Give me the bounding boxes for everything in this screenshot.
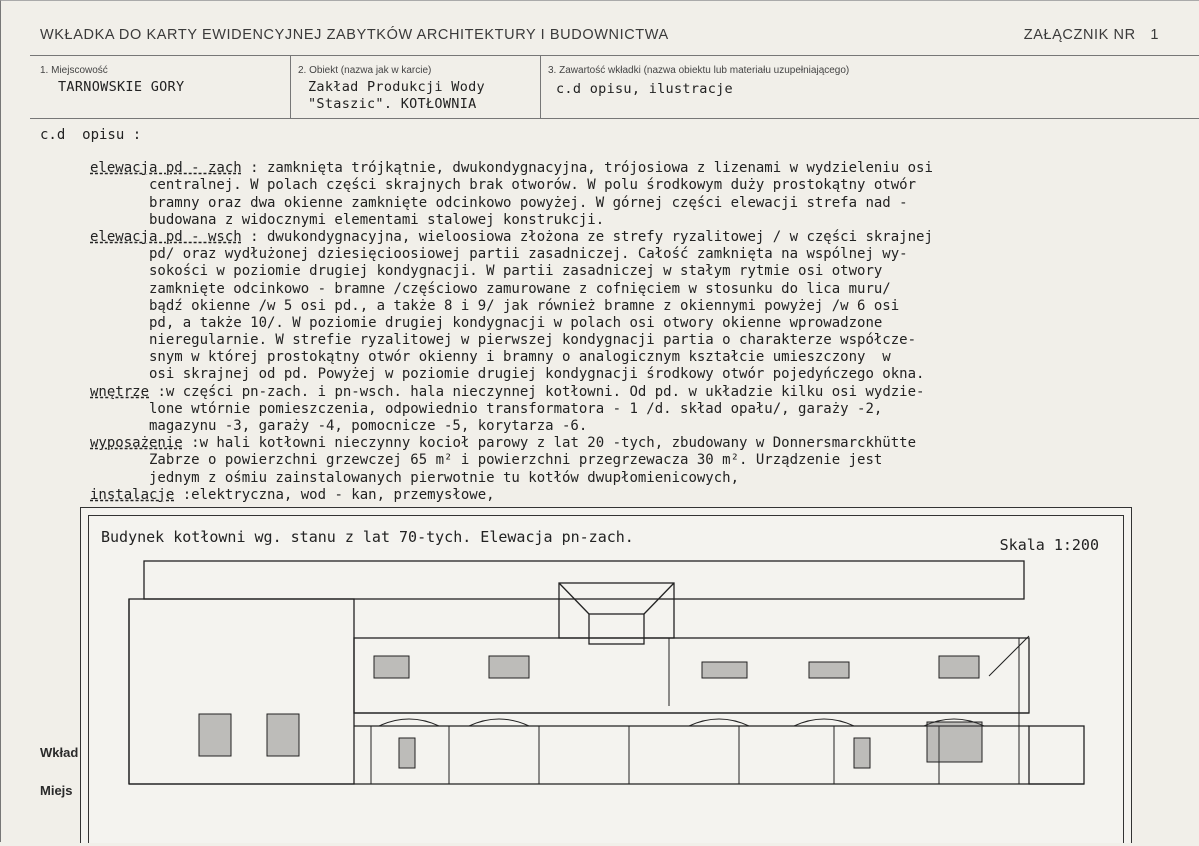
line-text: nieregularnie. W strefie ryzalitowej w pierwszej kondygnacji partia o charakterze współcze-: [90, 332, 917, 349]
description-line: [90, 349, 1170, 366]
attachment-number: [1024, 27, 1159, 43]
object-value-line1: Zakład Produkcji Wody: [308, 79, 485, 95]
description-body: [40, 127, 1170, 504]
window-grid: [267, 714, 299, 756]
description-line: [90, 332, 1170, 349]
fields-divider: [30, 118, 1199, 119]
window-grid: [809, 662, 849, 678]
window-grid: [199, 714, 231, 756]
attachment-no: 1: [1150, 27, 1159, 43]
drawing-caption: Budynek kotłowni wg. stanu z lat 70-tych. Elewacja pn-zach.: [101, 528, 634, 546]
header-divider: [30, 55, 1199, 56]
description-line: [90, 263, 1170, 280]
description-line: [90, 229, 1170, 246]
section-keyword: wyposażenie: [90, 435, 183, 452]
object-label: 2. Obiekt (nazwa jak w karcie): [298, 65, 432, 76]
drawing-frame: [88, 515, 1124, 843]
description-line: [90, 470, 1170, 487]
line-text: : zamknięta trójkątnie, dwukondygnacyjna, trójosiowa z lizenami w wydzieleniu osi: [241, 160, 933, 177]
line-text: jednym z ośmiu zainstalowanych pierwotnie tu kotłów dwupłomienicowych,: [90, 469, 740, 486]
window-grid: [702, 662, 747, 678]
intro-line: c.d opisu :: [40, 127, 142, 143]
description-line: [90, 281, 1170, 298]
line-text: snym w której prostokątny otwór okienny i bramny o analogicznym kształcie umieszczony w: [90, 349, 891, 366]
description-line: [90, 160, 1170, 177]
description-line: [90, 315, 1170, 332]
locality-label: 1. Miejscowość: [40, 65, 108, 76]
line-text: :w części pn-zach. i pn-wsch. hala nieczynnej kotłowni. Od pd. w układzie kilku osi wydzie-: [149, 383, 925, 400]
underlying-form-label: Miejs: [40, 783, 73, 798]
description-lines: [40, 160, 1170, 504]
line-text: sokości w poziomie drugiej kondygnacji. W partii zasadniczej w stałym rytmie osi otwory: [90, 263, 883, 280]
drawing-scale: Skala 1:200: [999, 536, 1099, 554]
description-line: [90, 418, 1170, 435]
line-text: pd, a także 10/. W poziomie drugiej kondygnacji w polach osi otwory okienne wprowadzone: [90, 314, 883, 331]
description-line: [90, 435, 1170, 452]
line-text: zamknięte odcinkowo - bramne /częściowo zamurowane z cofnięciem w stosunku do lica muru/: [90, 280, 891, 297]
window-grid: [489, 656, 529, 678]
line-text: : dwukondygnacyjna, wieloosiowa złożona ze strefy ryzalitowej / w części skrajnej: [241, 228, 933, 245]
object-value-line2: "Staszic". KOTŁOWNIA: [308, 96, 477, 112]
main-hall-upper: [354, 638, 1029, 713]
left-wing: [129, 599, 354, 784]
window-grid: [399, 738, 415, 768]
window-grid: [374, 656, 409, 678]
section-keyword: elewacja pd - wsch: [90, 228, 242, 245]
field-separator: [540, 55, 541, 118]
window-grid: [939, 656, 979, 678]
description-line: [90, 452, 1170, 469]
description-line: [90, 401, 1170, 418]
line-text: :elektryczna, wod - kan, przemysłowe,: [174, 486, 495, 503]
line-text: lone wtórnie pomieszczenia, odpowiednio transformatora - 1 /d. skład opału/, garaży -2,: [90, 400, 883, 417]
line-text: :w hali kotłowni nieczynny kocioł parowy z lat 20 -tych, zbudowany w Donnersmarckhütte: [182, 435, 917, 452]
form-title: WKŁADKA DO KARTY EWIDENCYJNEJ ZABYTKÓW ARCHITEKTURY I BUDOWNICTWA: [40, 27, 669, 43]
underlying-form-label: Wkład: [40, 745, 79, 760]
description-line: [90, 212, 1170, 229]
tower-window: [589, 614, 644, 644]
window-grid: [927, 722, 982, 762]
elevation-drawing: [80, 507, 1132, 843]
line-text: osi skrajnej od pd. Powyżej w poziomie drugiej kondygnacji środkowy otwór pojedyńczego okna.: [90, 366, 925, 383]
section-keyword: instalacje: [90, 486, 175, 503]
description-line: [90, 177, 1170, 194]
description-line: [90, 366, 1170, 383]
description-line: [90, 384, 1170, 401]
right-annex: [1029, 726, 1084, 784]
field-separator: [290, 55, 291, 118]
locality-value: TARNOWSKIE GORY: [58, 79, 185, 95]
line-text: bramny oraz dwa okienne zamknięte odcinkowo powyżej. W górnej części elewacji strefa nad -: [90, 194, 908, 211]
description-line: [90, 298, 1170, 315]
line-text: magazynu -3, garaży -4, pomocnicze -5, korytarza -6.: [90, 418, 588, 434]
window-grid: [854, 738, 870, 768]
description-line: [90, 487, 1170, 504]
description-line: [90, 246, 1170, 263]
section-keyword: wnętrze: [90, 383, 150, 400]
attachment-label: ZAŁĄCZNIK NR: [1023, 27, 1136, 43]
building-elevation: [89, 516, 1125, 846]
line-text: centralnej. W polach części skrajnych brak otworów. W polu środkowym duży prostokątny otwór: [90, 177, 917, 194]
central-tower: [559, 583, 674, 638]
content-value: c.d opisu, ilustracje: [556, 81, 733, 97]
section-keyword: elewacja pd - zach: [90, 160, 242, 177]
description-line: [90, 195, 1170, 212]
attic-band: [144, 561, 1024, 599]
line-text: Zabrze o powierzchni grzewczej 65 m² i powierzchni przegrzewacza 30 m². Urządzenie jest: [90, 452, 883, 469]
line-text: budowana z widocznymi elementami stalowej konstrukcji.: [90, 211, 605, 228]
content-label: 3. Zawartość wkładki (nazwa obiektu lub materiału uzupełniającego): [548, 65, 850, 76]
line-text: bądź okienne /w 5 osi pd., a także 8 i 9/ jak również bramne z okiennymi powyżej /w 6 osi: [90, 297, 900, 314]
line-text: pd/ oraz wydłużonej dziesięcioosiowej partii zasadniczej. Całość zamknięta na wspólnej wy-: [90, 246, 908, 263]
